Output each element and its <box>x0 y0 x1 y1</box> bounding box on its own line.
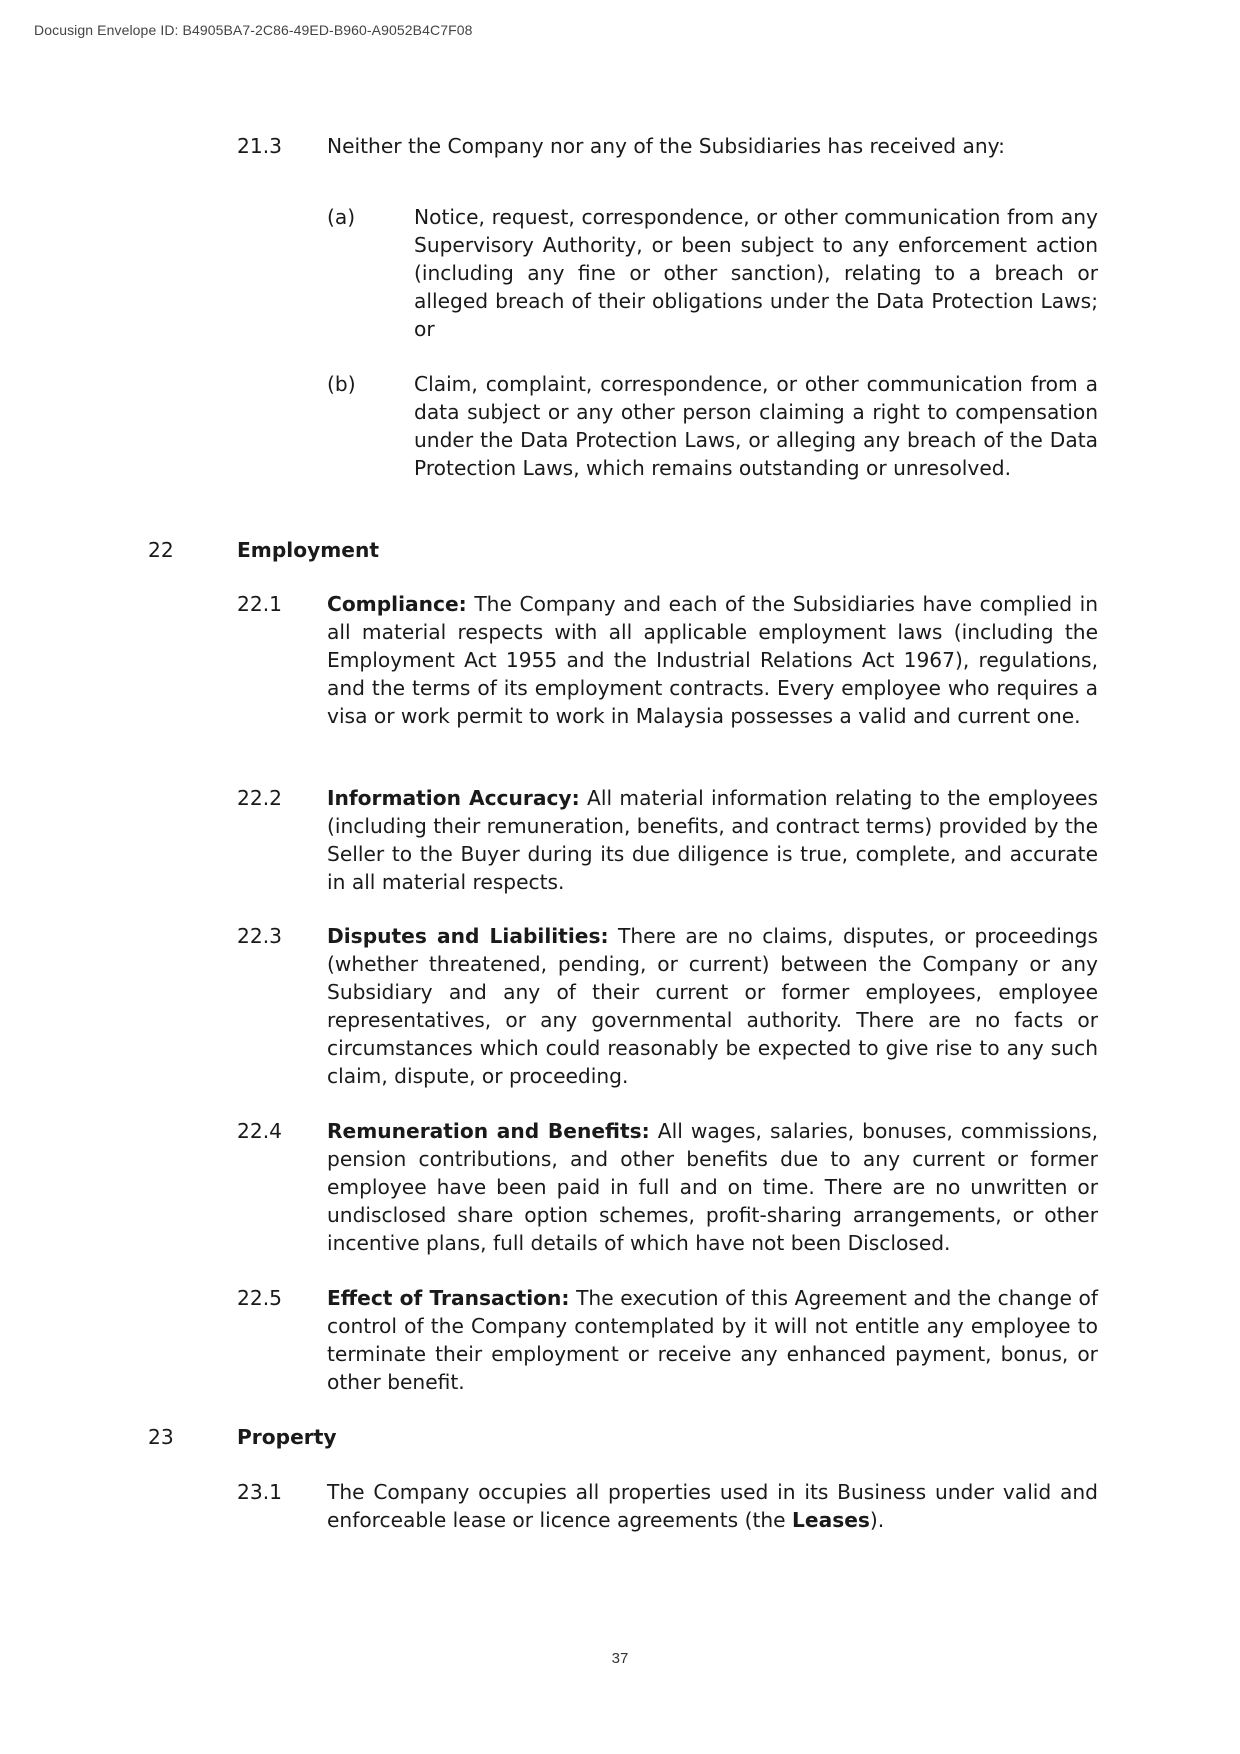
section-title: Employment <box>237 538 379 562</box>
envelope-id: Docusign Envelope ID: B4905BA7-2C86-49ED-B960-A9052B4C7F08 <box>34 22 473 38</box>
clause-number: 22.3 <box>237 924 282 948</box>
clause-text <box>327 784 1098 896</box>
clause-number: 22.5 <box>237 1286 282 1310</box>
clause-lead: Information Accuracy: <box>327 786 580 810</box>
clause-number: 21.3 <box>237 134 282 158</box>
sub-item-label: (b) <box>327 372 356 396</box>
clause-body: There are no claims, disputes, or proceedings (whether threatened, pending, or current) between the Company or any Subsidiary and any of their current or former employees, employee representatives, or any governmental authority. There are no facts or circumstances which could reasonably be expected to give rise to any such claim, dispute, or proceeding. <box>327 924 1098 1088</box>
clause-text <box>327 1478 1098 1534</box>
clause-body: All wages, salaries, bonuses, commissions, pension contributions, and other benefits due to any current or former employee have been paid in full and on time. There are no unwritten or undisclosed share option schemes, profit-sharing arrangements, or other incentive plans, full details of which have not been Disclosed. <box>327 1119 1098 1255</box>
clause-body: All material information relating to the employees (including their remuneration, benefits, and contract terms) provided by the Seller to the Buyer during its due diligence is true, complete, and accurate in all material respects. <box>327 786 1099 894</box>
section-number: 22 <box>148 538 174 562</box>
clause-number: 22.4 <box>237 1119 282 1143</box>
page-number: 37 <box>611 1650 629 1667</box>
clause-lead: Remuneration and Benefits: <box>327 1119 650 1143</box>
clause-number: 22.1 <box>237 592 282 616</box>
defined-term: Leases <box>792 1508 870 1532</box>
section-title: Property <box>237 1425 337 1449</box>
clause-body: The Company and each of the Subsidiaries have complied in all material respects with all applicable employment laws (including the Employment Act 1955 and the Industrial Relations Act 1967), regulations, and the terms of its employment contracts. Every employee who requires a visa or work permit to work in Malaysia possesses a valid and current one. <box>327 592 1098 728</box>
clause-body: The Company occupies all properties used in its Business under valid and enforceable lease or licence agreements (the <box>327 1480 1098 1532</box>
clause-lead: Effect of Transaction: <box>327 1286 570 1310</box>
section-number: 23 <box>148 1425 174 1449</box>
clause-text <box>327 1117 1098 1257</box>
clause-text <box>327 1284 1098 1396</box>
sub-item-label: (a) <box>327 205 356 229</box>
clause-text <box>327 922 1098 1090</box>
clause-body-end: ). <box>869 1508 885 1532</box>
clause-text <box>327 590 1098 730</box>
clause-body: The execution of this Agreement and the change of control of the Company contemplated by it will not entitle any employee to terminate their employment or receive any enhanced payment, bonus, or other benefit. <box>327 1286 1098 1394</box>
sub-item-text: Notice, request, correspondence, or other communication from any Supervisory Authority, or been subject to any enforcement action (including any fine or other sanction), relating to a breach or alleged breach of their obligations under the Data Protection Laws; or <box>414 205 1098 341</box>
clause-lead: Compliance: <box>327 592 467 616</box>
sub-item-text: Claim, complaint, correspondence, or other communication from a data subject or any other person claiming a right to compensation under the Data Protection Laws, or alleging any breach of the Data Protection Laws, which remains outstanding or unresolved. <box>414 372 1098 480</box>
clause-text: Neither the Company nor any of the Subsidiaries has received any: <box>327 134 1005 158</box>
clause-number: 23.1 <box>237 1480 282 1504</box>
clause-lead: Disputes and Liabilities: <box>327 924 609 948</box>
clause-number: 22.2 <box>237 786 282 810</box>
